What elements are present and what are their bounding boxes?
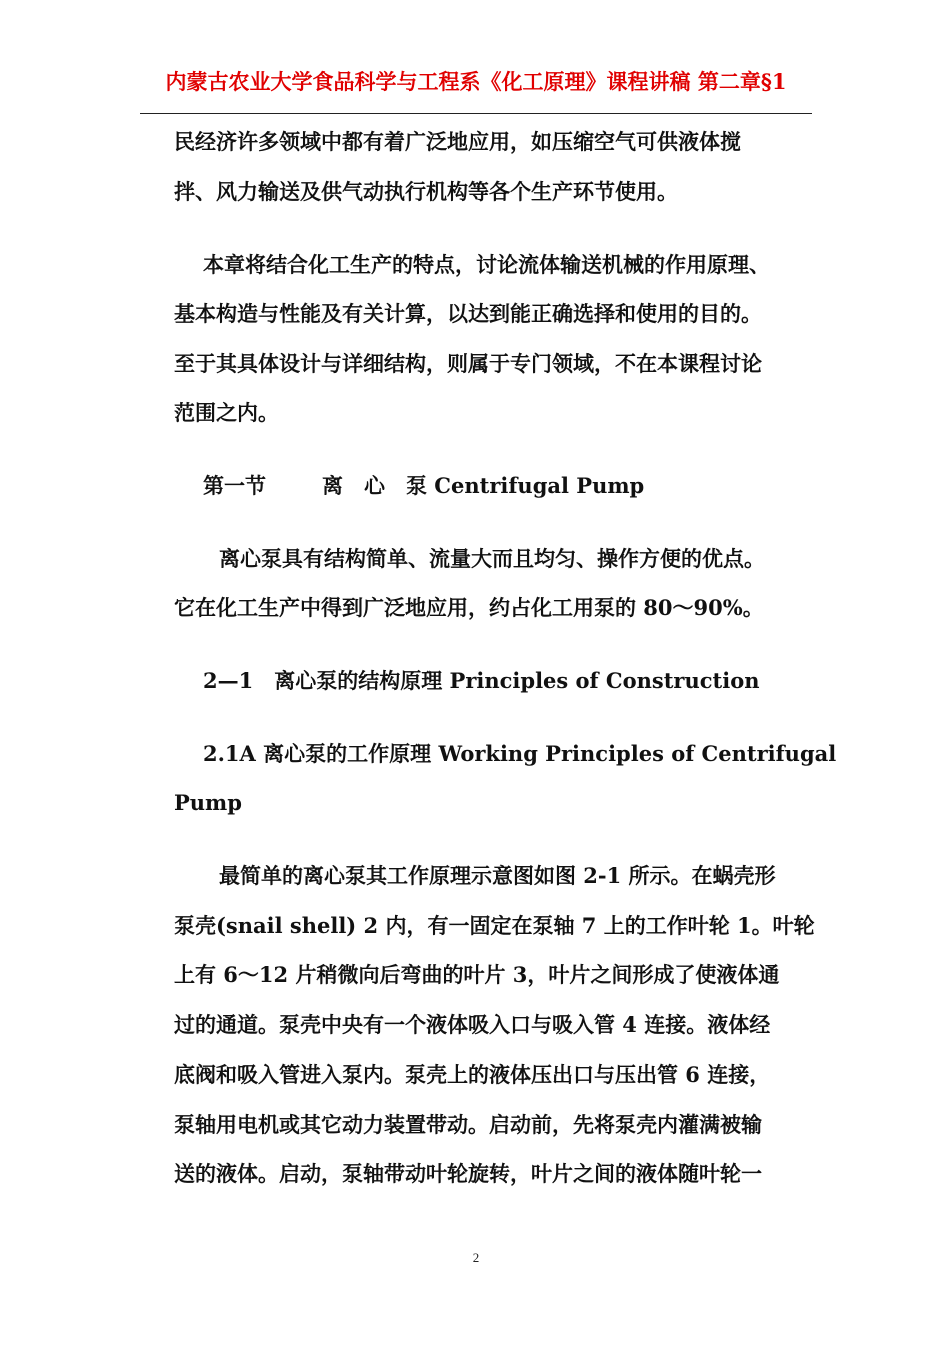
body-line: 送的液体。启动，泵轴带动叶轮旋转，叶片之间的液体随叶轮一 (174, 1161, 762, 1186)
section-title (203, 471, 644, 501)
section-name: 离 心 泵 Centrifugal Pump (322, 473, 645, 498)
body-line: 范围之内。 (174, 400, 279, 425)
body-line: 基本构造与性能及有关计算，以达到能正确选择和使用的目的。 (174, 301, 762, 326)
body-line: 拌、风力输送及供气动执行机构等各个生产环节使用。 (174, 179, 678, 204)
body-line: 至于其具体设计与详细结构，则属于专门领域，不在本课程讨论 (174, 351, 762, 376)
subsection-title: 2—1 离心泵的结构原理 Principles of Construction (203, 668, 760, 693)
body-line: 本章将结合化工生产的特点，讨论流体输送机械的作用原理、 (203, 252, 770, 277)
body-line: 泵壳(snail shell) 2 内，有一固定在泵轴 7 上的工作叶轮 1。叶轮 (174, 913, 815, 938)
body-line: 它在化工生产中得到广泛地应用，约占化工用泵的 80～90%。 (174, 595, 764, 620)
subsubsection-title: 2.1A 离心泵的工作原理 Working Principles of Centrifugal (203, 741, 837, 766)
body-line: 最简单的离心泵其工作原理示意图如图 2-1 所示。在蜗壳形 (219, 863, 776, 888)
section-number: 第一节 (203, 473, 266, 498)
body-line: 民经济许多领域中都有着广泛地应用，如压缩空气可供液体搅 (174, 129, 741, 154)
body-line: 底阀和吸入管进入泵内。泵壳上的液体压出口与压出管 6 连接， (174, 1062, 771, 1087)
body-line: 上有 6～12 片稍微向后弯曲的叶片 3，叶片之间形成了使液体通 (174, 962, 780, 987)
page-header-title: 内蒙古农业大学食品科学与工程系《化工原理》课程讲稿 第二章§1 (165, 69, 787, 94)
body-line: 泵轴用电机或其它动力装置带动。启动前，先将泵壳内灌满被输 (174, 1112, 762, 1137)
page-number: 2 (472, 1250, 480, 1265)
body-line: 过的通道。泵壳中央有一个液体吸入口与吸入管 4 连接。液体经 (174, 1012, 771, 1037)
header-rule (140, 113, 812, 114)
subsubsection-title-continued: Pump (174, 790, 242, 815)
body-line: 离心泵具有结构简单、流量大而且均匀、操作方便的优点。 (219, 546, 765, 571)
